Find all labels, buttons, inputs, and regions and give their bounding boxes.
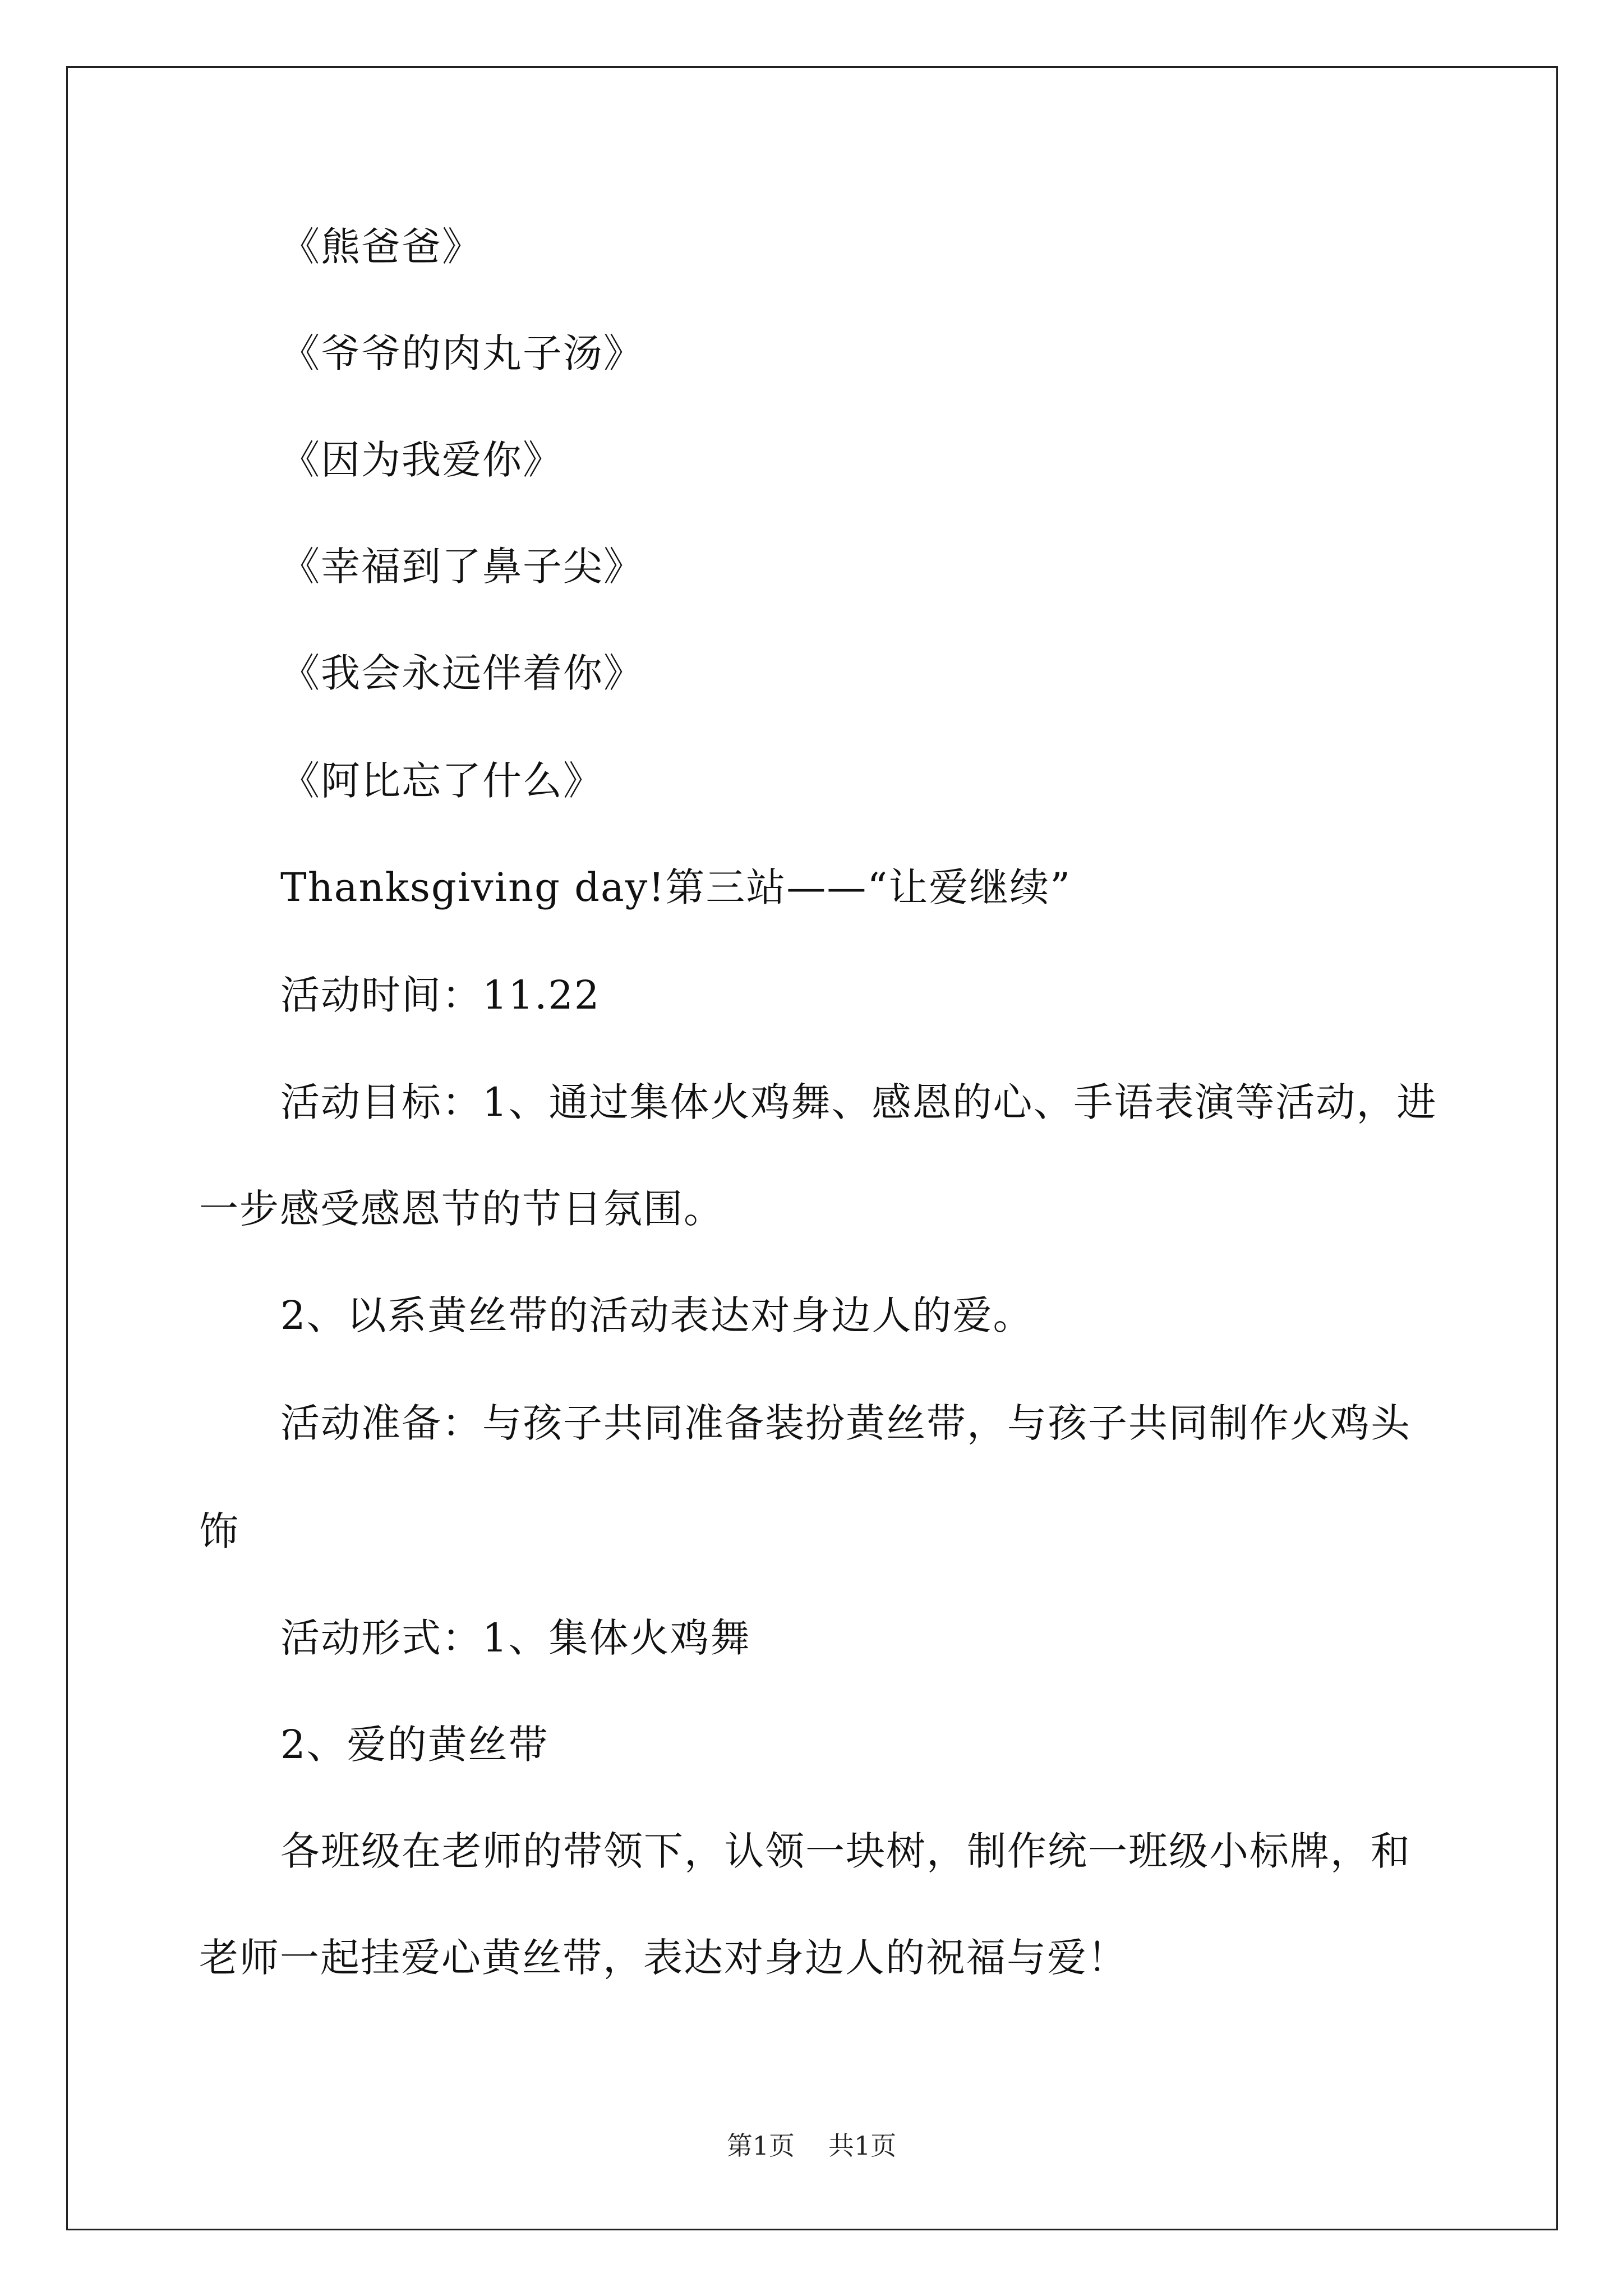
- paragraph-line-1: 各班级在老师的带领下，认领一块树，制作统一班级小标牌，和: [280, 1828, 1411, 1874]
- book-title-2: 《爷爷的肉丸子汤》: [280, 330, 644, 376]
- station-heading: Thanksgiving day!第三站——“让爱继续”: [280, 864, 1071, 910]
- book-title-4: 《幸福到了鼻子尖》: [280, 544, 644, 590]
- page-footer: [0, 2129, 1623, 2162]
- activity-form-item-2: 2、爱的黄丝带: [280, 1722, 549, 1768]
- book-title-6: 《阿比忘了什么》: [280, 758, 603, 804]
- activity-time: 活动时间：11.22: [280, 972, 601, 1018]
- activity-goal-line-1: 活动目标：1、通过集体火鸡舞、感恩的心、手语表演等活动，进: [280, 1079, 1437, 1125]
- book-title-1: 《熊爸爸》: [280, 224, 482, 270]
- paragraph-line-2: 老师一起挂爱心黄丝带，表达对身边人的祝福与爱！: [199, 1935, 1128, 1981]
- activity-prep-line-1: 活动准备：与孩子共同准备装扮黄丝带，与孩子共同制作火鸡头: [280, 1400, 1411, 1446]
- book-title-3: 《因为我爱你》: [280, 437, 563, 483]
- page-number-current: 第1页: [726, 2131, 795, 2161]
- activity-prep-line-2: 饰: [199, 1508, 239, 1554]
- activity-goal-item-2: 2、以系黄丝带的活动表达对身边人的爱。: [280, 1292, 1034, 1338]
- page-border: [66, 66, 1558, 2230]
- page-number-total: 共1页: [828, 2131, 897, 2161]
- activity-goal-line-2: 一步感受感恩节的节日氛围。: [199, 1186, 724, 1232]
- book-title-5: 《我会永远伴着你》: [280, 650, 644, 696]
- activity-form-item-1: 活动形式：1、集体火鸡舞: [280, 1615, 751, 1661]
